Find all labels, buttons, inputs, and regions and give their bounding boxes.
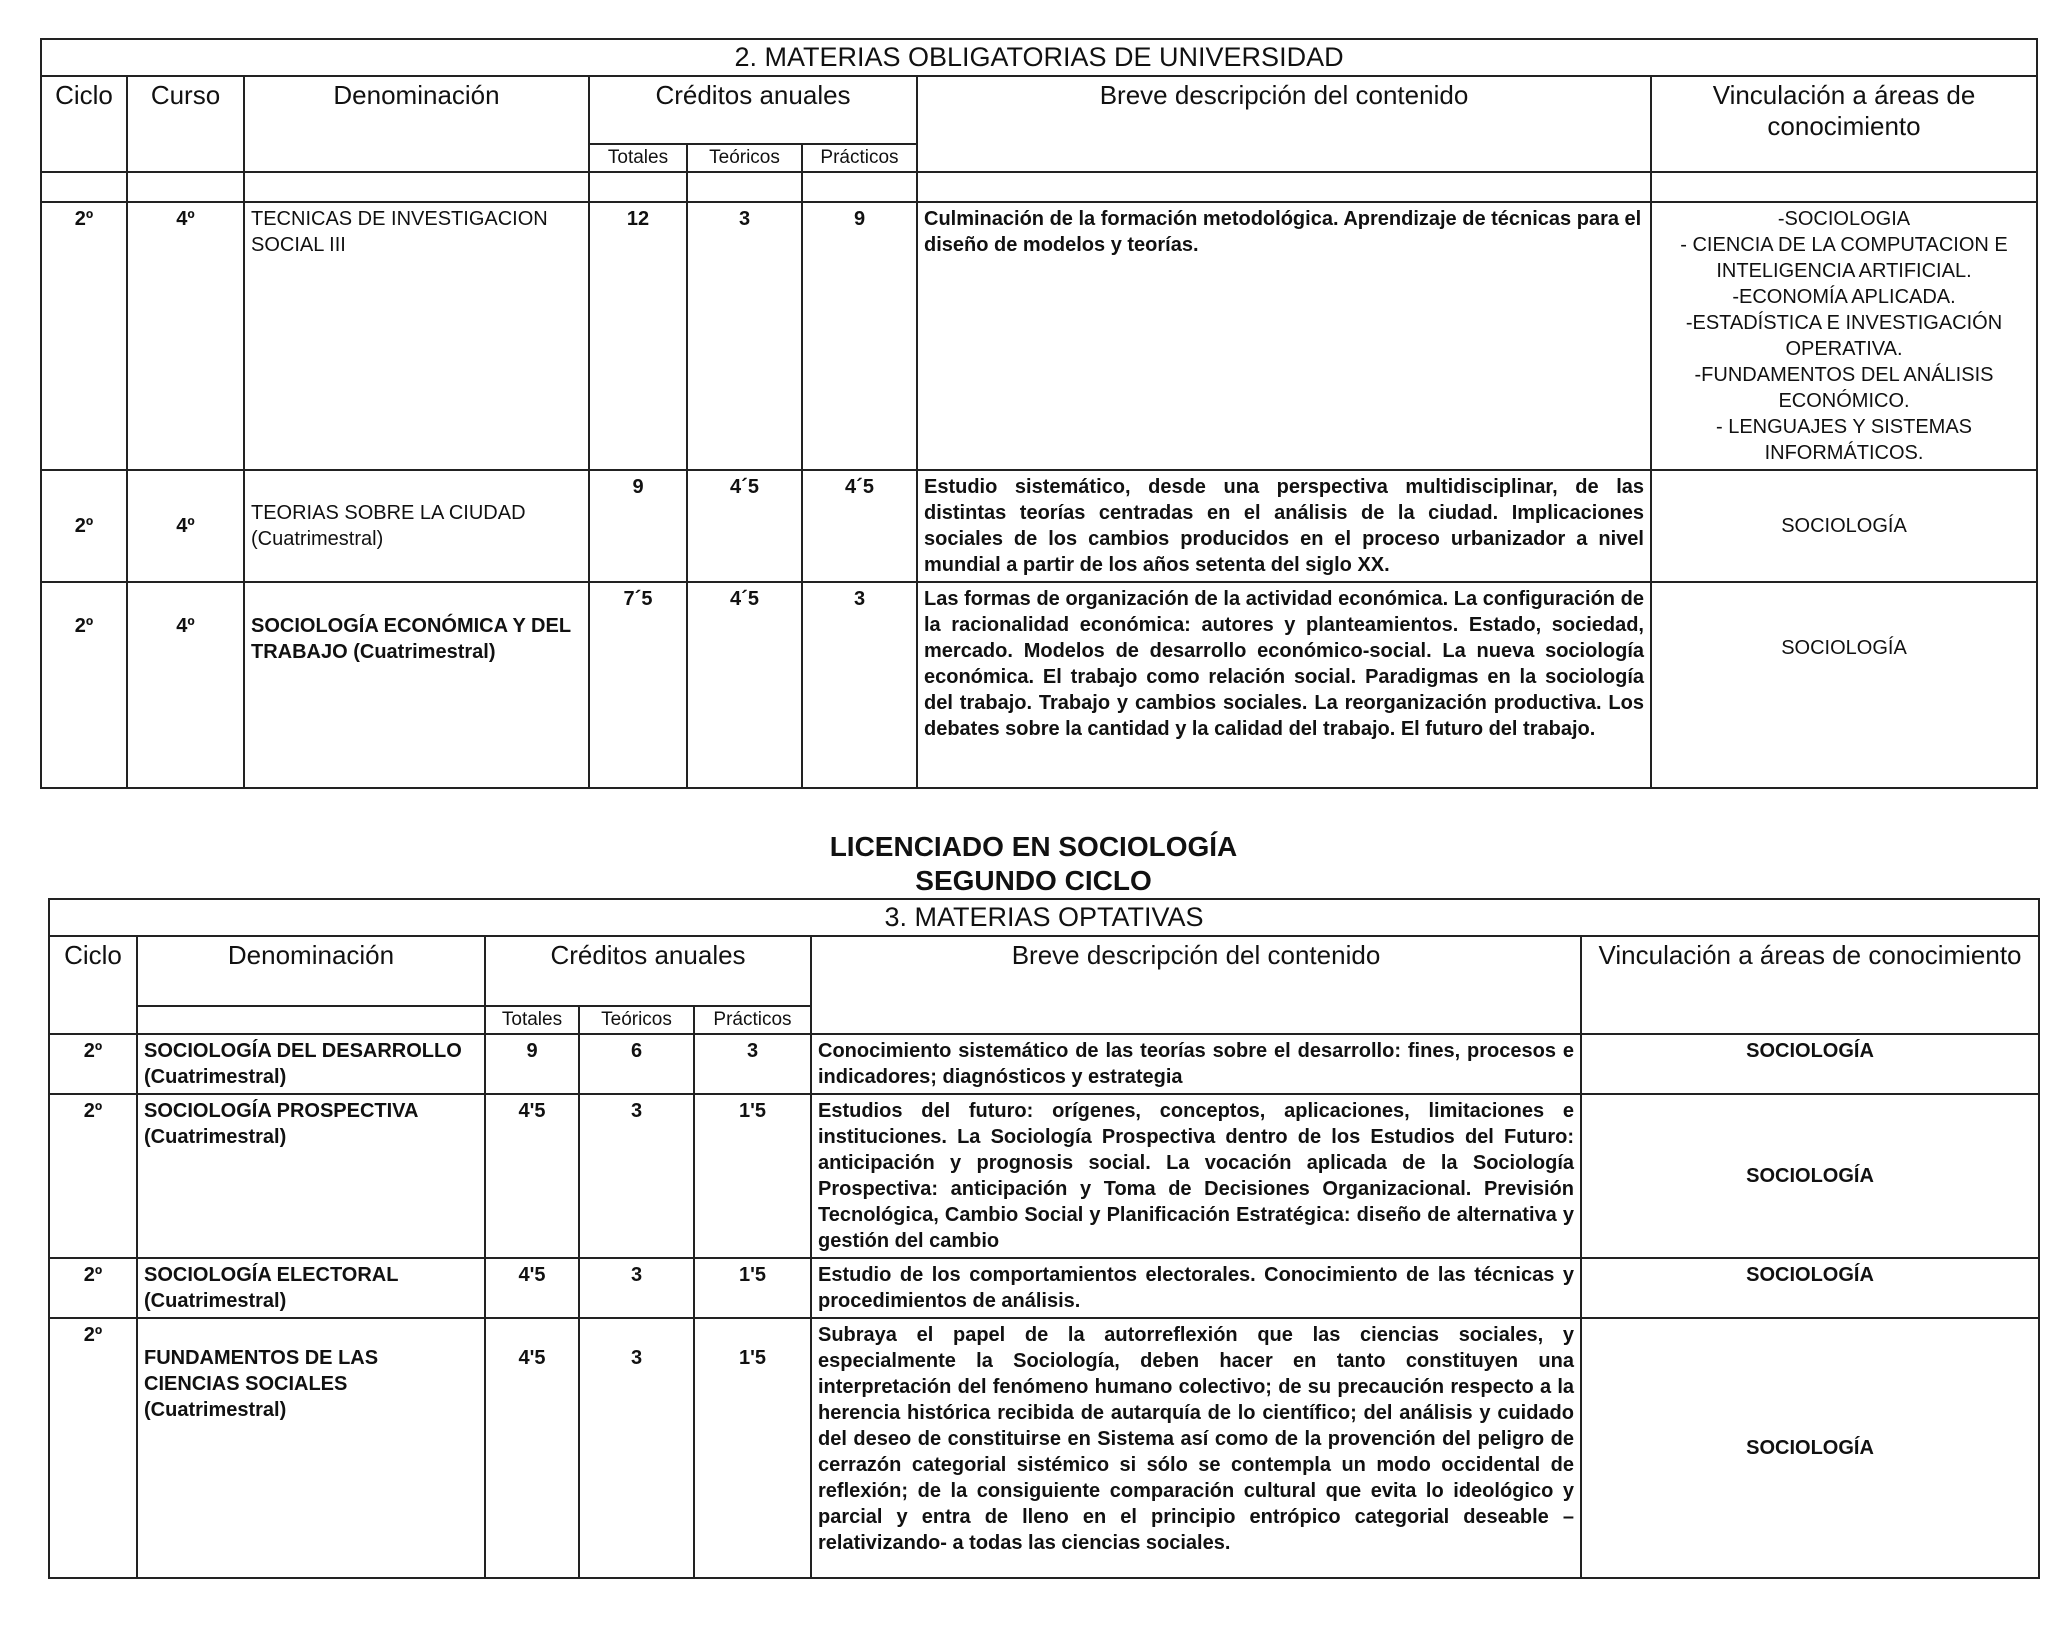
cell-totales: 9 xyxy=(589,470,687,582)
optativas-table xyxy=(48,898,2040,1579)
spacer-cell xyxy=(917,172,1651,202)
header-practicos: Prácticos xyxy=(802,144,917,172)
table-row xyxy=(49,1034,2039,1094)
cell-ciclo: 2º xyxy=(41,202,127,470)
cell-totales: 9 xyxy=(485,1034,579,1094)
cell-practicos: 9 xyxy=(802,202,917,470)
header-practicos: Prácticos xyxy=(694,1006,811,1034)
spacer-cell xyxy=(687,172,802,202)
cell-ciclo: 2º xyxy=(41,582,127,788)
cell-areas xyxy=(1651,470,2037,582)
area-item: -ESTADÍSTICA E INVESTIGACIÓN OPERATIVA. xyxy=(1685,312,2003,360)
header-curso: Curso xyxy=(127,76,244,172)
cell-curso: 4º xyxy=(127,202,244,470)
spacer-cell xyxy=(127,172,244,202)
header-descripcion: Breve descripción del contenido xyxy=(811,936,1581,1034)
cell-denominacion: TEORIAS SOBRE LA CIUDAD (Cuatrimestral) xyxy=(244,470,589,582)
cell-denominacion: SOCIOLOGÍA ECONÓMICA Y DEL TRABAJO (Cuatrimestral) xyxy=(244,582,589,788)
cell-curso: 4º xyxy=(127,582,244,788)
header-creditos: Créditos anuales xyxy=(485,936,811,1006)
degree-heading xyxy=(0,830,2067,898)
cell-denominacion: TECNICAS DE INVESTIGACION SOCIAL III xyxy=(244,202,589,470)
table-row xyxy=(49,1258,2039,1318)
section3-title: 3. MATERIAS OPTATIVAS xyxy=(49,899,2039,936)
table-row xyxy=(41,470,2037,582)
cell-totales: 4'5 xyxy=(485,1318,579,1578)
cell-area: SOCIOLOGÍA xyxy=(1581,1258,2039,1318)
cell-teoricos: 6 xyxy=(579,1034,694,1094)
cell-ciclo: 2º xyxy=(49,1258,137,1318)
header-vinculacion: Vinculación a áreas de conocimiento xyxy=(1651,76,2037,172)
spacer-cell xyxy=(137,1006,485,1034)
cell-teoricos: 3 xyxy=(687,202,802,470)
cell-descripcion: Culminación de la formación metodológica. Aprendizaje de técnicas para el diseño de modelos y teorías. xyxy=(917,202,1651,470)
area-item: -SOCIOLOGIA xyxy=(1777,208,1911,230)
cell-denominacion: SOCIOLOGÍA PROSPECTIVA (Cuatrimestral) xyxy=(137,1094,485,1258)
header-ciclo: Ciclo xyxy=(41,76,127,172)
cell-descripcion: Conocimiento sistemático de las teorías sobre el desarrollo: fines, procesos e indicadores; diagnósticos y estrategia xyxy=(811,1034,1581,1094)
cell-descripcion: Las formas de organización de la actividad económica. La configuración de la racionalidad económica: autores y planteamientos. Estado, sociedad, mercado. Modelos de desarrollo económico-social. La nueva sociología económica. El trabajo como relación social. Paradigmas en la sociología del trabajo. Trabajo y cambios sociales. La reorganización productiva. Los debates sobre la cantidad y la calidad del trabajo. El futuro del trabajo. xyxy=(917,582,1651,788)
cell-denominacion: FUNDAMENTOS DE LAS CIENCIAS SOCIALES (Cuatrimestral) xyxy=(137,1318,485,1578)
spacer-cell xyxy=(244,172,589,202)
header-ciclo: Ciclo xyxy=(49,936,137,1034)
spacer-cell xyxy=(41,172,127,202)
area-item: -ECONOMÍA APLICADA. xyxy=(1732,286,1956,308)
degree-title: LICENCIADO EN SOCIOLOGÍA xyxy=(829,831,1238,862)
cell-teoricos: 4´5 xyxy=(687,470,802,582)
cell-practicos: 1'5 xyxy=(694,1258,811,1318)
section2-title: 2. MATERIAS OBLIGATORIAS DE UNIVERSIDAD xyxy=(41,39,2037,76)
area-item: SOCIOLOGÍA xyxy=(1781,515,1907,537)
cell-practicos: 1'5 xyxy=(694,1318,811,1578)
table-row xyxy=(49,1094,2039,1258)
header-totales: Totales xyxy=(589,144,687,172)
header-creditos: Créditos anuales xyxy=(589,76,917,144)
cell-descripcion: Estudio sistemático, desde una perspectiva multidisciplinar, de las distintas teorías centradas en el análisis de la ciudad. Implicaciones sociales de los cambios producidos en el proceso urbanizador a nivel mundial a partir de los años setenta del siglo XX. xyxy=(917,470,1651,582)
cell-totales: 4'5 xyxy=(485,1258,579,1318)
header-descripcion: Breve descripción del contenido xyxy=(917,76,1651,172)
cell-descripcion: Estudio de los comportamientos electorales. Conocimiento de las técnicas y procedimientos de análisis. xyxy=(811,1258,1581,1318)
table-row xyxy=(49,1318,2039,1578)
cell-teoricos: 3 xyxy=(579,1318,694,1578)
cell-areas xyxy=(1651,582,2037,788)
cell-descripcion: Subraya el papel de la autorreflexión que las ciencias sociales, y especialmente la Sociología, deben hacer en tanto constituyen una interpretación del fenómeno humano colectivo; de su precaución respecto a la herencia histórica recibida de autarquía de lo científico; del análisis y cuidado del deseo de constituirse en Sistema así como de la provención del peligro de cerrazón categorial sistémico si sólo se contempla un modo occidental de reflexión; de la consiguiente comparación cultural que evita lo ideológico y parcial y entra de lleno en el principio entrópico categorial deseable –relativizando- a todas las ciencias sociales. xyxy=(811,1318,1581,1578)
spacer-cell xyxy=(802,172,917,202)
cell-descripcion: Estudios del futuro: orígenes, conceptos, aplicaciones, limitaciones e instituciones. La Sociología Prospectiva dentro de los Estudios del Futuro: anticipación y prognosis social. La vocación aplicada de la Sociología Prospectiva: anticipación y Toma de Decisiones Organizacional. Previsión Tecnológica, Cambio Social y Planificación Estratégica: diseño de alternativa y gestión del cambio xyxy=(811,1094,1581,1258)
cell-curso: 4º xyxy=(127,470,244,582)
cell-ciclo: 2º xyxy=(49,1318,137,1578)
header-vinculacion: Vinculación a áreas de conocimiento xyxy=(1581,936,2039,1034)
cell-practicos: 3 xyxy=(802,582,917,788)
area-item: SOCIOLOGÍA xyxy=(1781,637,1907,659)
cell-area: SOCIOLOGÍA xyxy=(1581,1318,2039,1578)
cell-ciclo: 2º xyxy=(49,1094,137,1258)
header-totales: Totales xyxy=(485,1006,579,1034)
area-item: -FUNDAMENTOS DEL ANÁLISIS ECONÓMICO. xyxy=(1694,364,1994,412)
cell-practicos: 4´5 xyxy=(802,470,917,582)
cell-practicos: 3 xyxy=(694,1034,811,1094)
cell-area: SOCIOLOGÍA xyxy=(1581,1094,2039,1258)
cell-teoricos: 3 xyxy=(579,1094,694,1258)
cell-totales: 4'5 xyxy=(485,1094,579,1258)
cell-ciclo: 2º xyxy=(41,470,127,582)
cell-denominacion: SOCIOLOGÍA ELECTORAL (Cuatrimestral) xyxy=(137,1258,485,1318)
cell-teoricos: 3 xyxy=(579,1258,694,1318)
cell-areas xyxy=(1651,202,2037,470)
obligatorias-table xyxy=(40,38,2038,789)
cell-ciclo: 2º xyxy=(49,1034,137,1094)
cell-practicos: 1'5 xyxy=(694,1094,811,1258)
header-denominacion: Denominación xyxy=(137,936,485,1006)
area-item: - LENGUAJES Y SISTEMAS INFORMÁTICOS. xyxy=(1716,416,1973,464)
cell-area: SOCIOLOGÍA xyxy=(1581,1034,2039,1094)
spacer-cell xyxy=(589,172,687,202)
table-row xyxy=(41,582,2037,788)
cell-totales: 12 xyxy=(589,202,687,470)
table-row xyxy=(41,202,2037,470)
header-denominacion: Denominación xyxy=(244,76,589,172)
area-item: - CIENCIA DE LA COMPUTACION E INTELIGENCIA ARTIFICIAL. xyxy=(1680,234,2008,282)
cell-totales: 7´5 xyxy=(589,582,687,788)
spacer-cell xyxy=(1651,172,2037,202)
header-teoricos: Teóricos xyxy=(687,144,802,172)
cell-teoricos: 4´5 xyxy=(687,582,802,788)
cell-denominacion: SOCIOLOGÍA DEL DESARROLLO (Cuatrimestral) xyxy=(137,1034,485,1094)
header-teoricos: Teóricos xyxy=(579,1006,694,1034)
cycle-title: SEGUNDO CICLO xyxy=(915,865,1152,896)
